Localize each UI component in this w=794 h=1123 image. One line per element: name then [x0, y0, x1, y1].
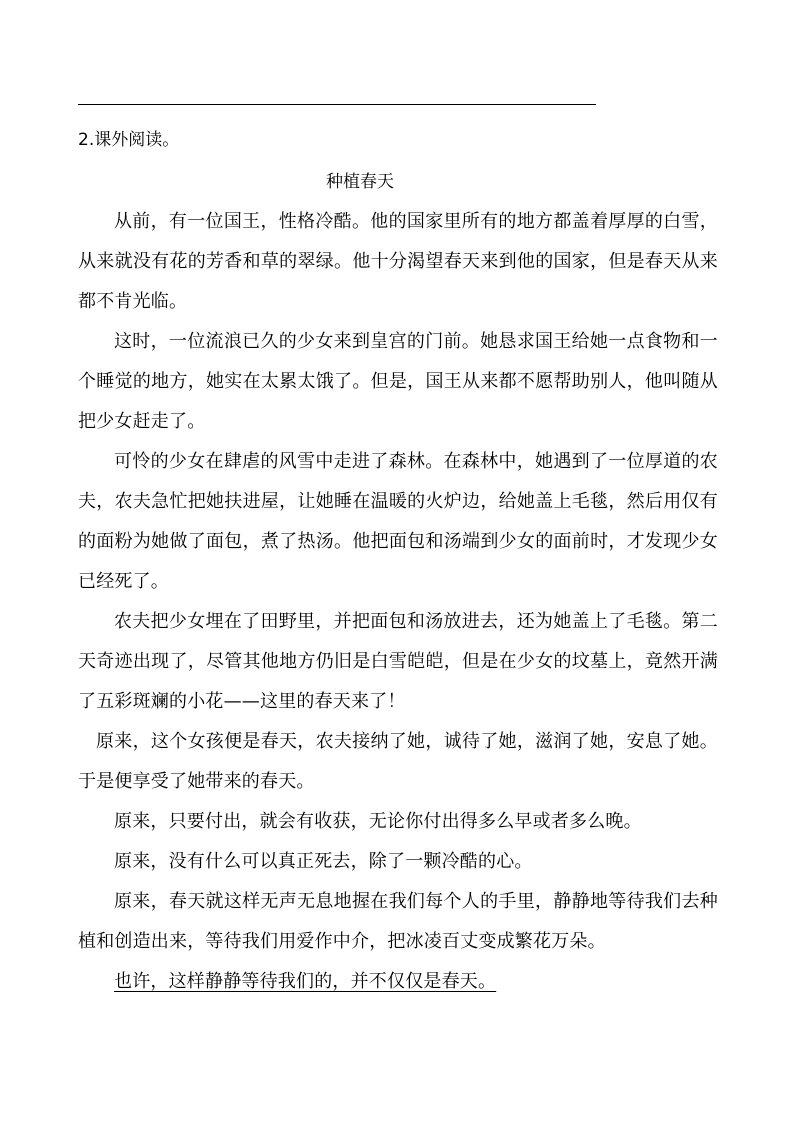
article-title: 种植春天 — [326, 172, 394, 192]
paragraph-8: 原来，春天就这样无声无息地握在我们每个人的手里，静静地等待我们去种植和创造出来，等待我们用爱作中介，把冰凌百丈变成繁花万朵。 — [78, 891, 718, 952]
article-body — [78, 202, 718, 1002]
closing-paragraph — [78, 962, 718, 1002]
underlined-sentence: 也许，这样静静等待我们的，并不仅仅是春天。 — [114, 971, 497, 992]
paragraph-2: 这时，一位流浪已久的少女来到皇宫的门前。她恳求国王给她一点食物和一个睡觉的地方，她实在太累太饿了。但是，国王从来都不愿帮助别人，他叫随从把少女赶走了。 — [78, 331, 718, 432]
paragraph-4: 农夫把少女埋在了田野里，并把面包和汤放进去，还为她盖上了毛毯。第二天奇迹出现了，尽管其他地方仍旧是白雪皑皑，但是在少女的坟墓上，竟然开满了五彩斑斓的小花——这里的春天来了！ — [78, 611, 718, 712]
paragraph-6: 原来，只要付出，就会有收获，无论你付出得多么早或者多么晚。 — [114, 811, 642, 832]
answer-line — [78, 104, 596, 105]
paragraph-5: 原来，这个女孩便是春天，农夫接纳了她，诚待了她，滋润了她，安息了她。于是便享受了她带来的春天。 — [78, 731, 718, 792]
question-label: 2.课外阅读。 — [78, 130, 180, 150]
paragraph-3: 可怜的少女在肆虐的风雪中走进了森林。在森林中，她遇到了一位厚道的农夫，农夫急忙把她扶进屋，让她睡在温暖的火炉边，给她盖上毛毯，然后用仅有的面粉为她做了面包，煮了热汤。他把面包和汤端到少女的面前时，才发现少女已经死了。 — [78, 451, 718, 592]
paragraph-7: 原来，没有什么可以真正死去，除了一颗冷酷的心。 — [114, 851, 533, 872]
paragraph-1: 从前，有一位国王，性格冷酷。他的国家里所有的地方都盖着厚厚的白雪，从来就没有花的芳香和草的翠绿。他十分渴望春天来到他的国家，但是春天从来都不肯光临。 — [78, 211, 718, 312]
